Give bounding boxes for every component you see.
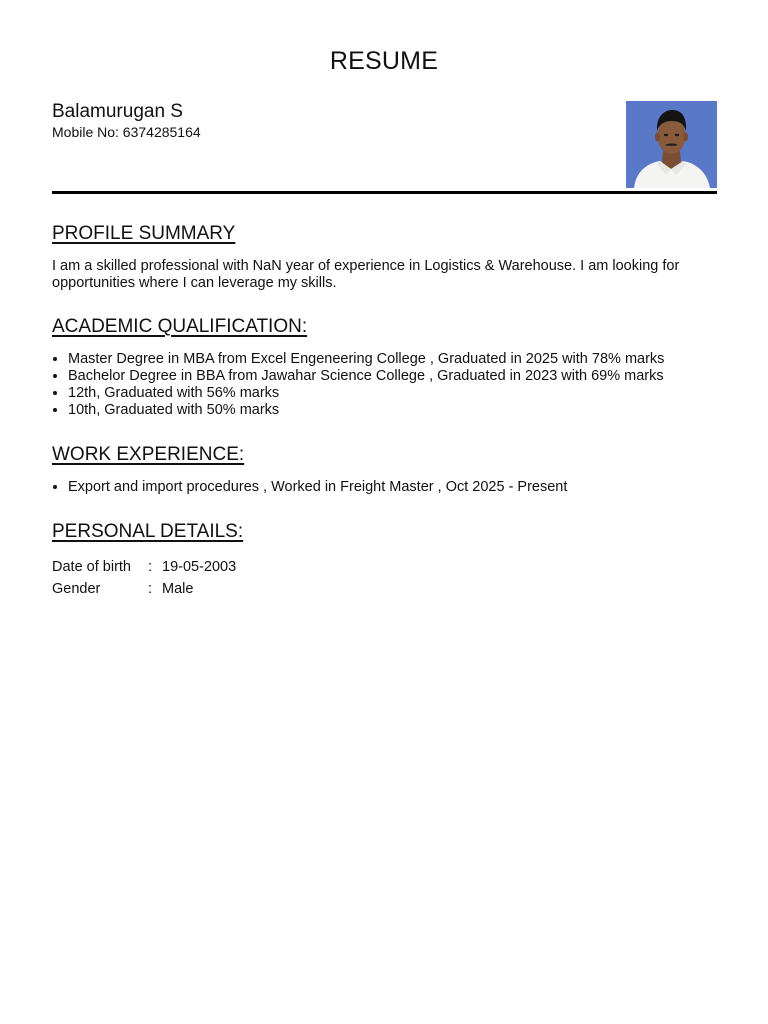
work-experience-list — [52, 479, 748, 496]
detail-separator: : — [148, 559, 153, 575]
list-item: • 10th, Graduated with 50% marks — [68, 402, 748, 419]
document-title: RESUME — [329, 47, 439, 75]
academic-qualification-heading: ACADEMIC QUALIFICATION: — [52, 316, 308, 337]
detail-label: Date of birth — [52, 559, 131, 575]
detail-row-gender — [52, 578, 236, 600]
detail-separator: : — [148, 581, 153, 597]
detail-label: Gender — [52, 581, 101, 597]
profile-summary-text: I am a skilled professional with NaN year of experience in Logistics & Warehouse. I am looking for opportunities where I can leverage my skills. — [52, 258, 680, 291]
academic-list — [52, 351, 748, 419]
detail-value: 19-05-2003 — [162, 559, 237, 575]
work-experience-heading: WORK EXPERIENCE: — [52, 444, 245, 465]
detail-row-dob — [52, 556, 236, 578]
header-divider — [52, 191, 717, 194]
list-item: • Master Degree in MBA from Excel Engeneering College , Graduated in 2025 with 78% marks — [68, 351, 748, 368]
personal-details-table — [52, 556, 236, 600]
list-item: • 12th, Graduated with 56% marks — [68, 385, 748, 402]
list-item: • Export and import procedures , Worked in Freight Master , Oct 2025 - Present — [68, 479, 748, 496]
detail-value: Male — [162, 581, 194, 597]
personal-details-heading: PERSONAL DETAILS: — [52, 521, 244, 542]
list-item: • Bachelor Degree in BBA from Jawahar Science College , Graduated in 2023 with 69% marks — [68, 368, 748, 385]
profile-photo — [626, 101, 717, 188]
profile-summary-heading: PROFILE SUMMARY — [52, 223, 236, 244]
candidate-name: Balamurugan S — [52, 101, 183, 122]
resume-header — [52, 100, 717, 141]
mobile-number: Mobile No: 6374285164 — [52, 124, 201, 140]
